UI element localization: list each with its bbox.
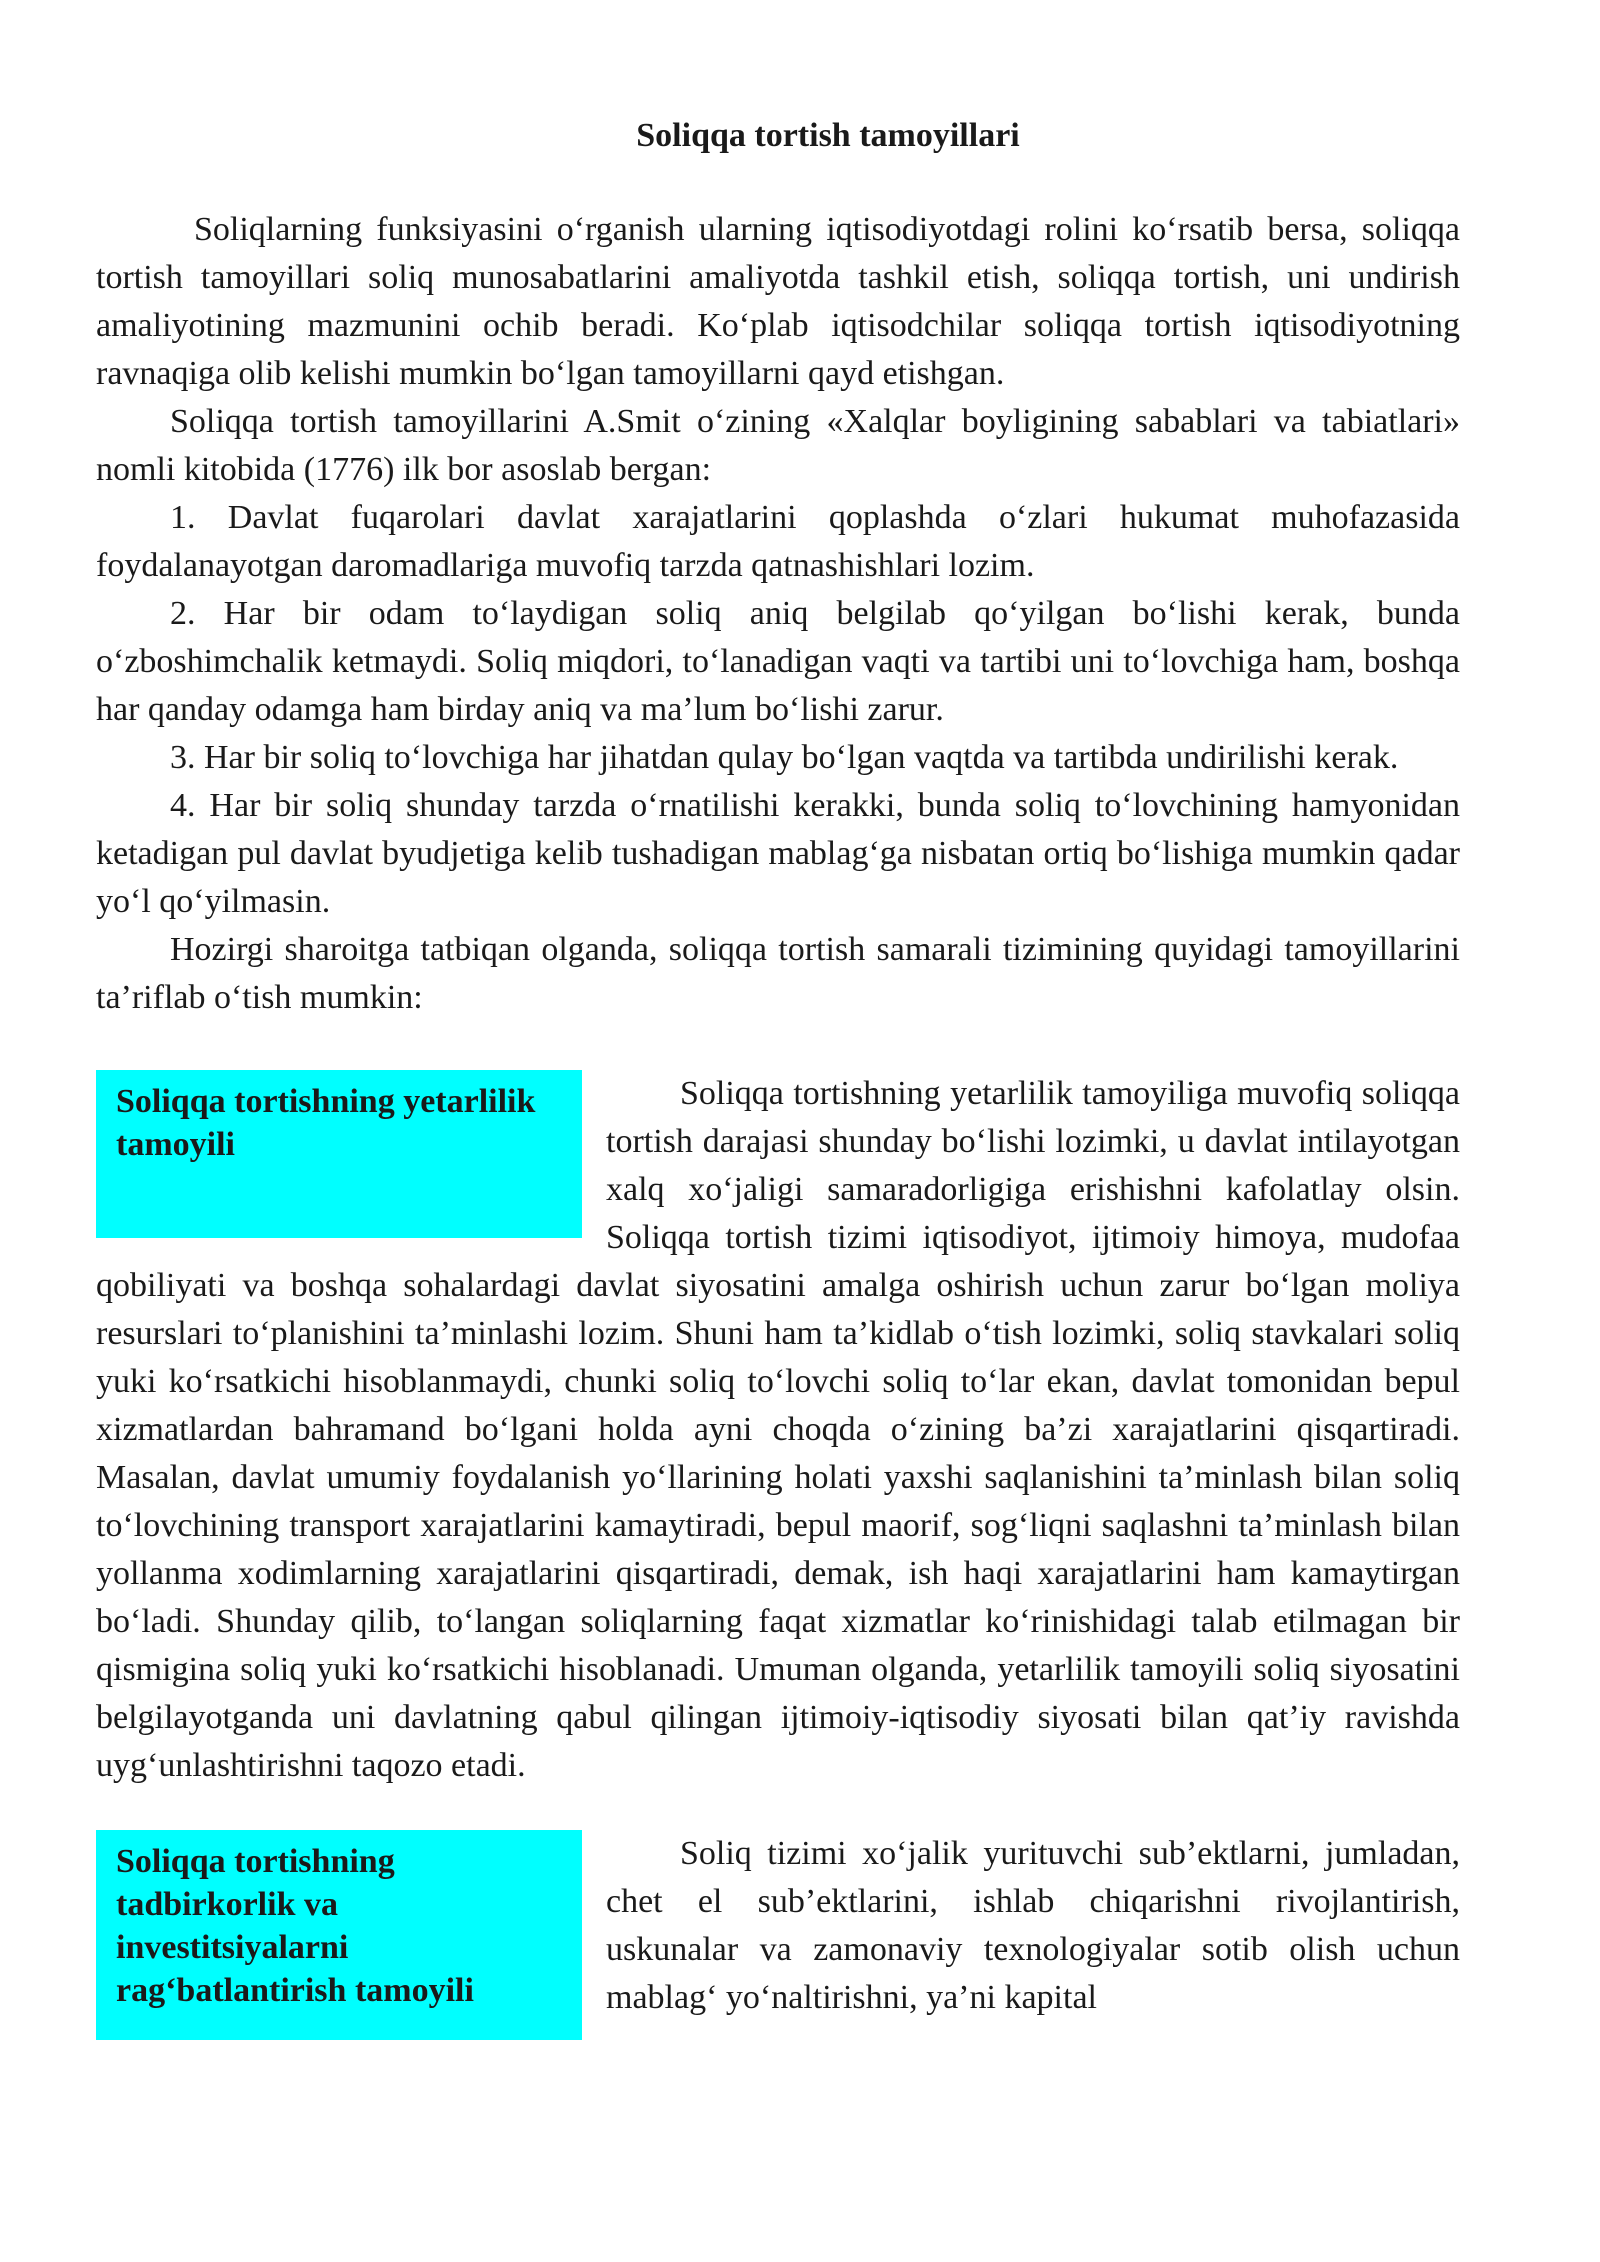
section-sufficiency bbox=[96, 1070, 1460, 1790]
intro-paragraph: Hozirgi sharoitga tatbiqan olganda, soliqqa tortish samarali tizimining quyidagi tamoyillarini ta’riflab o‘tish mumkin: bbox=[96, 931, 1460, 1016]
principle-item-4: 4. Har bir soliq shunday tarzda o‘rnatilishi kerakki, bunda soliq to‘lovchining hamyonidan ketadigan pul davlat byudjetiga kelib tushadigan mablag‘ga nisbatan ortiq bo‘lishiga mumkin qadar yo‘l qo‘yilmasin. bbox=[96, 787, 1460, 920]
principle-item-1: 1. Davlat fuqarolari davlat xarajatlarini qoplashda o‘zlari hukumat muhofazasida foydalanayotgan daromadlariga muvofiq tarzda qatnashishlari lozim. bbox=[96, 499, 1460, 584]
intro-paragraph: Soliqqa tortish tamoyillarini A.Smit o‘zining «Xalqlar boyligining sabablari va tabiatlari» nomli kitobida (1776) ilk bor asoslab bergan: bbox=[96, 403, 1460, 488]
section-entrepreneurship bbox=[96, 1830, 1460, 2044]
principle-item-2: 2. Har bir odam to‘laydigan soliq aniq belgilab qo‘yilgan bo‘lishi kerak, bunda o‘zboshimchalik ketmaydi. Soliq miqdori, to‘lanadigan vaqti va tartibi uni to‘lovchiga ham, boshqa har qanday odamga ham birday aniq va ma’lum bo‘lishi zarur. bbox=[96, 595, 1460, 728]
section-body-text: Soliq tizimi xo‘jalik yurituvchi sub’ektlarni, jumladan, chet el sub’ektlarini, ishlab chiqarishni rivojlantirish, uskunalar va zamonaviy texnologiyalar sotib olish uchun mablag‘ yo‘naltirishni, ya’ni kapital bbox=[606, 1835, 1460, 2016]
section-body-text: Soliqqa tortishning yetarlilik tamoyiliga muvofiq soliqqa tortish darajasi shunday bo‘lishi lozimki, u davlat intilayotgan xalq xo‘jaligi samaradorligiga erishishni kafolatlay olsin. Soliqqa tortish tizimi iqtisodiyot, ijtimoiy himoya, mudofaa qobiliyati va boshqa sohalardagi davlat siyosatini amalga oshirish uchun zarur bo‘lgan moliya resurslari to‘planishini ta’minlashi lozim. Shuni ham ta’kidlab o‘tish lozimki, soliq stavkalari soliq yuki ko‘rsatkichi hisoblanmaydi, chunki soliq to‘lovchi soliq to‘lar ekan, davlat tomonidan bepul xizmatlardan bahramand bo‘lgani holda ayni choqda o‘zining ba’zi xarajatlarini qisqartiradi. Masalan, davlat umumiy foydalanish yo‘llarining holati yaxshi saqlanishini ta’minlash bilan soliq to‘lovchining transport xarajatlarini kamaytiradi, bepul maorif, sog‘liqni saqlashni ta’minlash bilan yollanma xodimlarning xarajatlarini qisqartiradi, demak, ish haqi xarajatlarini ham kamaytirgan bo‘ladi. Shunday qilib, to‘langan soliqlarning faqat xizmatlar ko‘rinishidagi talab etilmagan bir qismigina soliq yuki ko‘rsatkichi hisoblanadi. Umuman olganda, yetarlilik tamoyili soliq siyosatini belgilayotganda uni davlatning qabul qilingan ijtimoiy-iqtisodiy siyosati bilan qat’iy ravishda uyg‘unlashtirishni taqozo etadi. bbox=[96, 1075, 1460, 1784]
document-page bbox=[96, 112, 1460, 2044]
section-label-box: Soliqqa tortishning tadbirkorlik va investitsiyalarni rag‘batlantirish tamoyili bbox=[96, 1830, 582, 2040]
document-title: Soliqqa tortish tamoyillari bbox=[636, 117, 1020, 154]
principle-item-3: 3. Har bir soliq to‘lovchiga har jihatdan qulay bo‘lgan vaqtda va tartibda undirilishi kerak. bbox=[170, 739, 1399, 776]
section-label-box: Soliqqa tortishning yetarlilik tamoyili bbox=[96, 1070, 582, 1238]
intro-paragraph: Soliqlarning funksiyasini o‘rganish ularning iqtisodiyotdagi rolini ko‘rsatib bersa, soliqqa tortish tamoyillari soliq munosabatlarini amaliyotda tashkil etish, soliqqa tortish, uni undirish amaliyotining mazmunini ochib beradi. Ko‘plab iqtisodchilar soliqqa tortish iqtisodiyotning ravnaqiga olib kelishi mumkin bo‘lgan tamoyillarni qayd etishgan. bbox=[96, 211, 1460, 392]
